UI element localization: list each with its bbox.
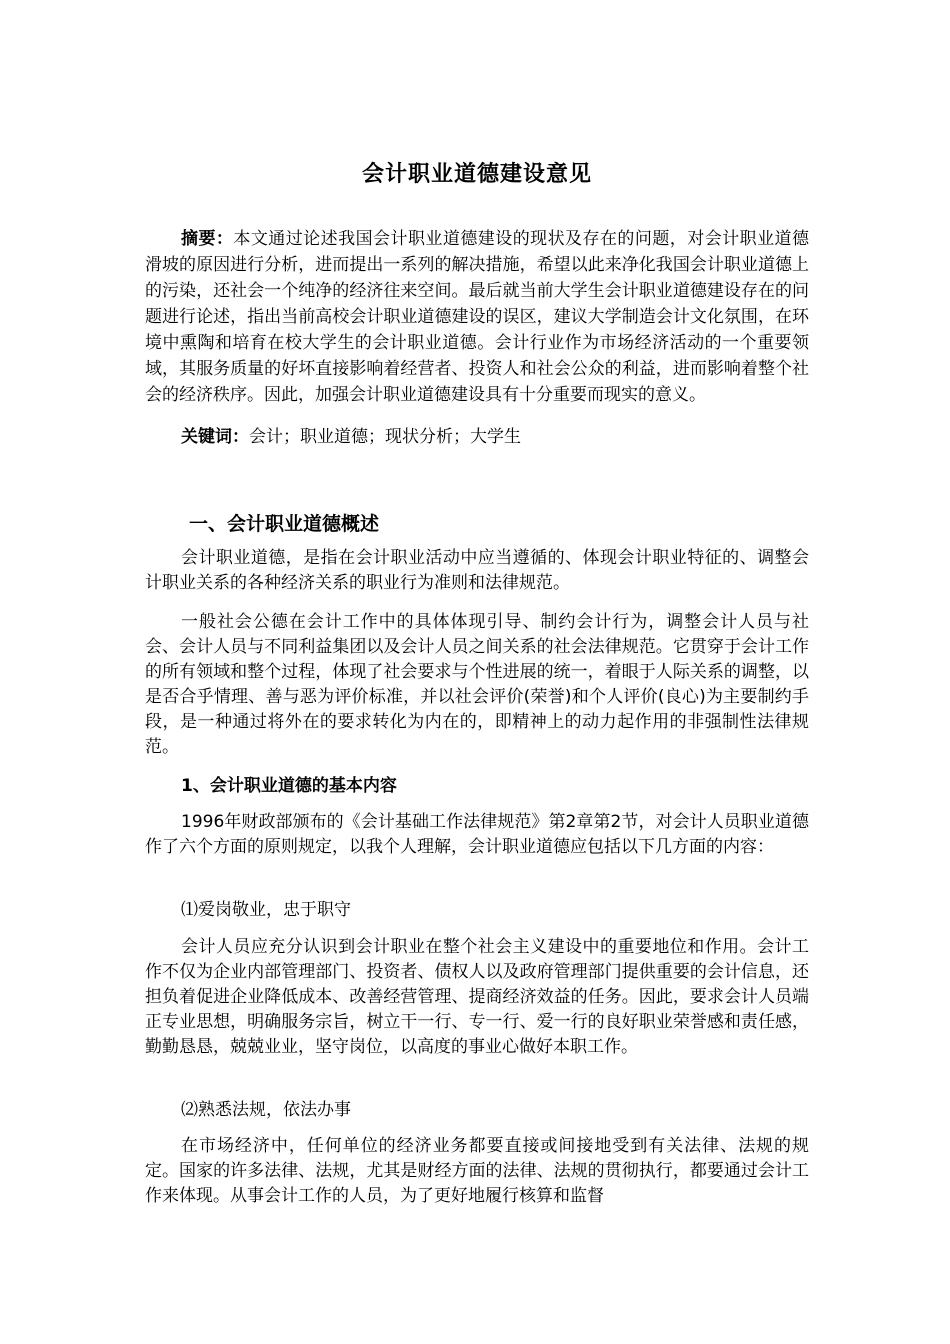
body-paragraph: 会计职业道德，是指在会计职业活动中应当遵循的、体现会计职业特征的、调整会计职业关系的各种经济关系的职业行为准则和法律规范。 [145,548,809,593]
abstract-paragraph [145,226,809,408]
body-paragraph: 1996年财政部颁布的《会计基础工作法律规范》第2章第2节，对会计人员职业道德作了六个方面的原则规定，以我个人理解，会计职业道德应包括以下几方面的内容： [145,812,809,857]
body-paragraph: 一般社会公德在会计工作中的具体体现引导、制约会计行为，调整会计人员与社会、会计人员与不同利益集团以及会计人员之间关系的社会法律规范。它贯穿于会计工作的所有领域和整个过程，体现了社会要求与个性进展的统一，着眼于人际关系的调整，以是否合乎情理、善与恶为评价标准，并以社会评价(荣誉)和个人评价(良心)为主要制约手段，是一种通过将外在的要求转化为内在的，即精神上的动力起作用的非强制性法律规范。 [145,612,809,757]
abstract-text: 本文通过论述我国会计职业道德建设的现状及存在的问题，对会计职业道德滑坡的原因进行分析，进而提出一系列的解决措施，希望以此来净化我国会计职业道德上的污染，还社会一个纯净的经济往来空间。最后就当前大学生会计职业道德建设存在的问题进行论述，指出当前高校会计职业道德建设的误区，建议大学制造会计文化氛围，在环境中熏陶和培育在校大学生的会计职业道德。会计行业作为市场经济活动的一个重要领域，其服务质量的好坏直接影响着经营者、投资人和社会公众的利益，进而影响着整个社会的经济秩序。因此，加强会计职业道德建设具有十分重要而现实的意义。 [145,229,810,405]
list-item: ⑵熟悉法规，依法办事 [181,1100,351,1120]
abstract-label: 摘要： [181,229,234,249]
subsection-heading: 1、会计职业道德的基本内容 [181,776,397,796]
section-heading: 一、会计职业道德概述 [189,513,380,535]
keywords-paragraph [145,424,809,450]
keywords-label: 关键词： [181,427,249,447]
keywords-text: 会计；职业道德；现状分析；大学生 [249,427,521,447]
body-paragraph: 会计人员应充分认识到会计职业在整个社会主义建设中的重要地位和作用。会计工作不仅为企业内部管理部门、投资者、债权人以及政府管理部门提供重要的会计信息，还担负着促进企业降低成本、改善经营管理、提商经济效益的任务。因此，要求会计人员端正专业思想，明确服务宗旨，树立干一行、专一行、爱一行的良好职业荣誉感和责任感，勤勤恳恳，兢兢业业，坚守岗位，以高度的事业心做好本职工作。 [145,937,809,1057]
document-title: 会计职业道德建设意见 [361,162,592,187]
body-paragraph: 在市场经济中，任何单位的经济业务都要直接或间接地受到有关法律、法规的规定。国家的许多法律、法规，尤其是财经方面的法律、法规的贯彻执行，都要通过会计工作来体现。从事会计工作的人员，为了更好地履行核算和监督 [145,1136,809,1206]
list-item: ⑴爱岗敬业，忠于职守 [181,900,351,920]
